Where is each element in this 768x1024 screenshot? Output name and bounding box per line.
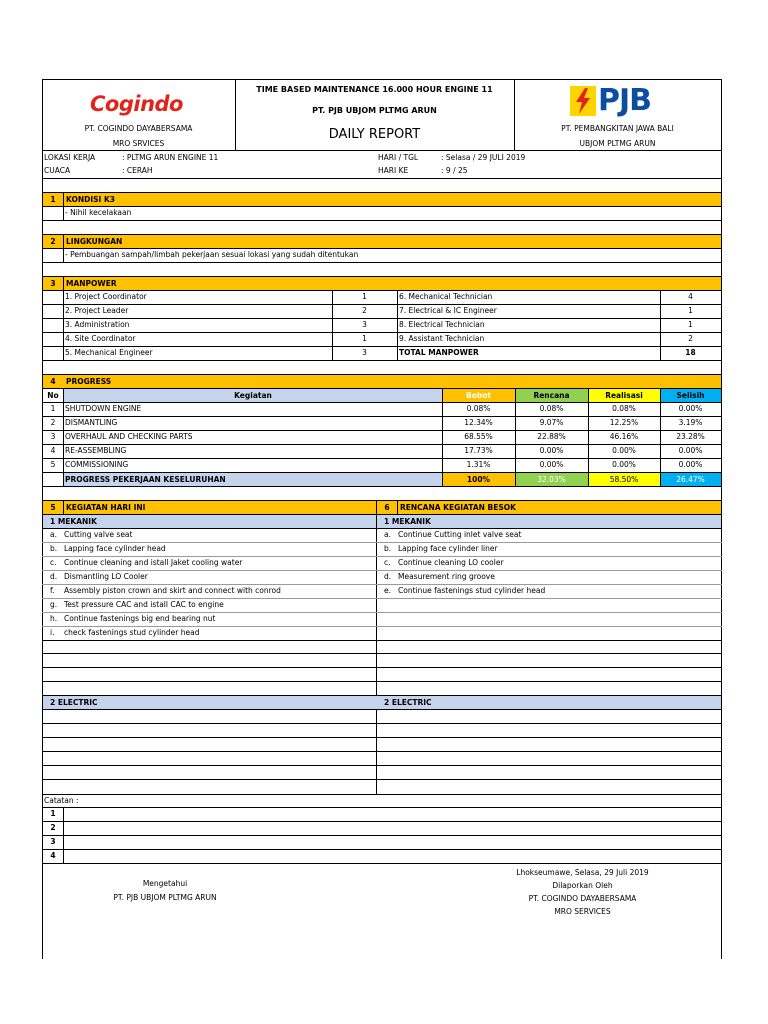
progress-row-name: SHUTDOWN ENGINE — [65, 404, 142, 413]
progress-total-label: PROGRESS PEKERJAAN KESELURUHAN — [65, 475, 226, 484]
catatan-num: 4 — [50, 851, 56, 860]
manpower-right-4: 9. Assistant Technician — [399, 334, 485, 343]
cogindo-logo-text: Cogindo — [90, 92, 183, 116]
manpower-left-value-5: 3 — [362, 348, 367, 357]
hari-tgl-label: HARI / TGL — [378, 153, 419, 162]
manpower-left-value-3: 3 — [362, 320, 367, 329]
today-item-key: i. — [50, 628, 55, 637]
today-item-key: f. — [50, 586, 55, 595]
manpower-title: MANPOWER — [66, 279, 117, 288]
manpower-right-3: 8. Electrical Technician — [399, 320, 485, 329]
progress-header-kegiatan: Kegiatan — [234, 391, 272, 400]
footer-left-company: PT. PJB UBJOM PLTMG ARUN — [113, 893, 217, 902]
today-item-text: check fastenings stud cylinder head — [64, 628, 200, 637]
progress-row-bobot: 17.73% — [464, 446, 493, 455]
manpower-left-4: 4. Site Coordinator — [65, 334, 136, 343]
today-item-text: Lapping face cylinder head — [64, 544, 166, 553]
progress-row-bobot: 0.08% — [466, 404, 491, 413]
progress-row-name: RE-ASSEMBLING — [65, 446, 127, 455]
kegiatan-right-num: 6 — [384, 503, 390, 512]
tomorrow-item-text: Lapping face cylinder liner — [398, 544, 498, 553]
manpower-right-1: 6. Mechanical Technician — [399, 292, 493, 301]
progress-header-no: No — [47, 391, 59, 400]
pjb-logo — [570, 83, 670, 118]
lingkungan-text: - Pembuangan sampah/limbah pekerjaan sesuai lokasi yang sudah ditentukan — [65, 250, 359, 259]
manpower-right-value-2: 1 — [688, 306, 693, 315]
footer-place-date: Lhokseumawe, Selasa, 29 Juli 2019 — [516, 868, 649, 877]
tomorrow-item-key: b. — [384, 544, 392, 553]
manpower-num: 3 — [50, 279, 56, 288]
today-item-key: g. — [50, 600, 58, 609]
today-item-key: d. — [50, 572, 58, 581]
lokasi-label: LOKASI KERJA — [44, 153, 96, 162]
progress-num: 4 — [50, 377, 56, 386]
manpower-left-value-4: 1 — [362, 334, 367, 343]
progress-row-rencana: 0.08% — [539, 404, 564, 413]
mekanik-left-label: 1 MEKANIK — [50, 517, 97, 526]
hari-ke-label: HARI KE — [378, 166, 409, 175]
hari-tgl-value: : Selasa / 29 JULI 2019 — [441, 153, 526, 162]
progress-row-realisasi: 46.16% — [609, 432, 639, 441]
progress-row-rencana: 22.88% — [537, 432, 566, 441]
catatan-num: 2 — [50, 823, 56, 832]
footer-right-unit: MRO SERVICES — [554, 907, 611, 916]
today-item-key: h. — [50, 614, 58, 623]
lokasi-value: : PLTMG ARUN ENGINE 11 — [122, 153, 219, 162]
progress-header-realisasi: Realisasi — [605, 391, 643, 400]
manpower-right-value-1: 4 — [688, 292, 693, 301]
progress-total-bobot: 100% — [466, 475, 491, 484]
footer-left-mengetahui: Mengetahui — [142, 879, 188, 888]
catatan-num: 1 — [50, 809, 56, 818]
progress-row-realisasi: 0.00% — [612, 446, 636, 455]
today-item-key: c. — [50, 558, 57, 567]
tomorrow-item-key: d. — [384, 572, 392, 581]
tomorrow-item-key: e. — [384, 586, 391, 595]
tomorrow-item-key: a. — [384, 530, 391, 539]
tomorrow-item-key: c. — [384, 558, 391, 567]
progress-row-no: 3 — [50, 432, 56, 441]
progress-row-no: 4 — [50, 446, 56, 455]
manpower-left-3: 3. Administration — [65, 320, 130, 329]
progress-total-selisih: 26.47% — [676, 475, 705, 484]
progress-row-name: COMMISSIONING — [65, 460, 129, 469]
progress-row-no: 5 — [50, 460, 56, 469]
progress-row-rencana: 0.00% — [539, 446, 564, 455]
catatan-num: 3 — [50, 837, 56, 846]
k3-title: KONDISI K3 — [66, 195, 115, 204]
manpower-total-label: TOTAL MANPOWER — [399, 348, 479, 357]
cogindo-logo — [90, 92, 200, 118]
today-item-text: Test pressure CAC and istall CAC to engine — [64, 600, 224, 609]
mekanik-right-label: 1 MEKANIK — [384, 517, 431, 526]
progress-row-bobot: 1.31% — [466, 460, 491, 469]
progress-row-selisih: 0.00% — [678, 446, 703, 455]
progress-header-rencana: Rencana — [533, 391, 570, 400]
catatan-label: Catatan : — [44, 796, 79, 805]
progress-row-name: DISMANTLING — [65, 418, 118, 427]
electric-right-label: 2 ELECTRIC — [384, 698, 432, 707]
progress-row-selisih: 0.00% — [678, 460, 703, 469]
today-item-text: Continue fastenings big end bearing nut — [64, 614, 216, 623]
today-item-text: Dismantling LO Cooler — [64, 572, 148, 581]
progress-header-bobot: Bobot — [466, 391, 491, 400]
cuaca-value: : CERAH — [122, 166, 153, 175]
progress-total-rencana: 32.03% — [537, 475, 566, 484]
tomorrow-item-text: Continue cleaning LO cooler — [398, 558, 504, 567]
manpower-right-2: 7. Electrical & IC Engineer — [399, 306, 497, 315]
manpower-total-value: 18 — [685, 348, 696, 357]
kegiatan-left-title: KEGIATAN HARI INI — [66, 503, 146, 512]
progress-row-selisih: 23.28% — [676, 432, 705, 441]
kegiatan-right-title: RENCANA KEGIATAN BESOK — [400, 503, 516, 512]
manpower-right-value-4: 2 — [688, 334, 693, 343]
left-company-name: PT. COGINDO DAYABERSAMA — [84, 124, 193, 133]
k3-num: 1 — [50, 195, 56, 204]
left-company-unit: MRO SRVICES — [112, 139, 165, 148]
manpower-left-2: 2. Project Leader — [65, 306, 129, 315]
pjb-logo-text: PJB — [598, 83, 652, 118]
footer-right-dilaporkan: Dilaporkan Oleh — [552, 881, 613, 890]
footer-right-company: PT. COGINDO DAYABERSAMA — [528, 894, 637, 903]
manpower-left-value-2: 2 — [362, 306, 367, 315]
progress-row-name: OVERHAUL AND CHECKING PARTS — [65, 432, 193, 441]
progress-row-realisasi: 0.08% — [612, 404, 636, 413]
progress-title: PROGRESS — [66, 377, 112, 386]
manpower-right-value-3: 1 — [688, 320, 693, 329]
progress-header-selisih: Selisih — [676, 391, 705, 400]
lightning-icon — [570, 86, 596, 116]
manpower-left-5: 5. Mechanical Engineer — [65, 348, 153, 357]
report-title-daily: DAILY REPORT — [328, 127, 421, 142]
progress-row-rencana: 0.00% — [539, 460, 564, 469]
progress-row-rencana: 9.07% — [539, 418, 564, 427]
progress-total-realisasi: 58.50% — [609, 475, 639, 484]
progress-row-realisasi: 12.25% — [609, 418, 639, 427]
today-item-text: Continue cleaning and istall Jaket cooling water — [64, 558, 243, 567]
hari-ke-value: : 9 / 25 — [441, 166, 468, 175]
report-title-company: PT. PJB UBJOM PLTMG ARUN — [312, 106, 437, 115]
kegiatan-left-num: 5 — [50, 503, 56, 512]
manpower-left-value-1: 1 — [362, 292, 367, 301]
tomorrow-item-text: Continue fastenings stud cylinder head — [398, 586, 546, 595]
right-company-name: PT. PEMBANGKITAN JAWA BALI — [561, 124, 674, 133]
today-item-key: b. — [50, 544, 58, 553]
progress-row-bobot: 68.55% — [464, 432, 493, 441]
progress-row-selisih: 0.00% — [678, 404, 703, 413]
today-item-text: Cutting valve seat — [64, 530, 133, 539]
progress-row-no: 2 — [50, 418, 56, 427]
report-title-main: TIME BASED MAINTENANCE 16.000 HOUR ENGINE 11 — [256, 85, 493, 94]
cuaca-label: CUACA — [44, 166, 71, 175]
manpower-left-1: 1. Project Coordinator — [65, 292, 147, 301]
right-company-unit: UBJOM PLTMG ARUN — [579, 139, 656, 148]
progress-row-no: 1 — [50, 404, 56, 413]
lingkungan-title: LINGKUNGAN — [66, 237, 123, 246]
k3-text: - Nihil kecelakaan — [65, 208, 132, 217]
today-item-text: Assembly piston crown and skirt and connect with conrod — [64, 586, 281, 595]
progress-row-selisih: 3.19% — [678, 418, 703, 427]
tomorrow-item-text: Measurement ring groove — [398, 572, 495, 581]
tomorrow-item-text: Continue Cutting inlet valve seat — [398, 530, 522, 539]
progress-row-realisasi: 0.00% — [612, 460, 636, 469]
progress-row-bobot: 12.34% — [464, 418, 493, 427]
electric-left-label: 2 ELECTRIC — [50, 698, 98, 707]
lingkungan-num: 2 — [50, 237, 56, 246]
today-item-key: a. — [50, 530, 57, 539]
